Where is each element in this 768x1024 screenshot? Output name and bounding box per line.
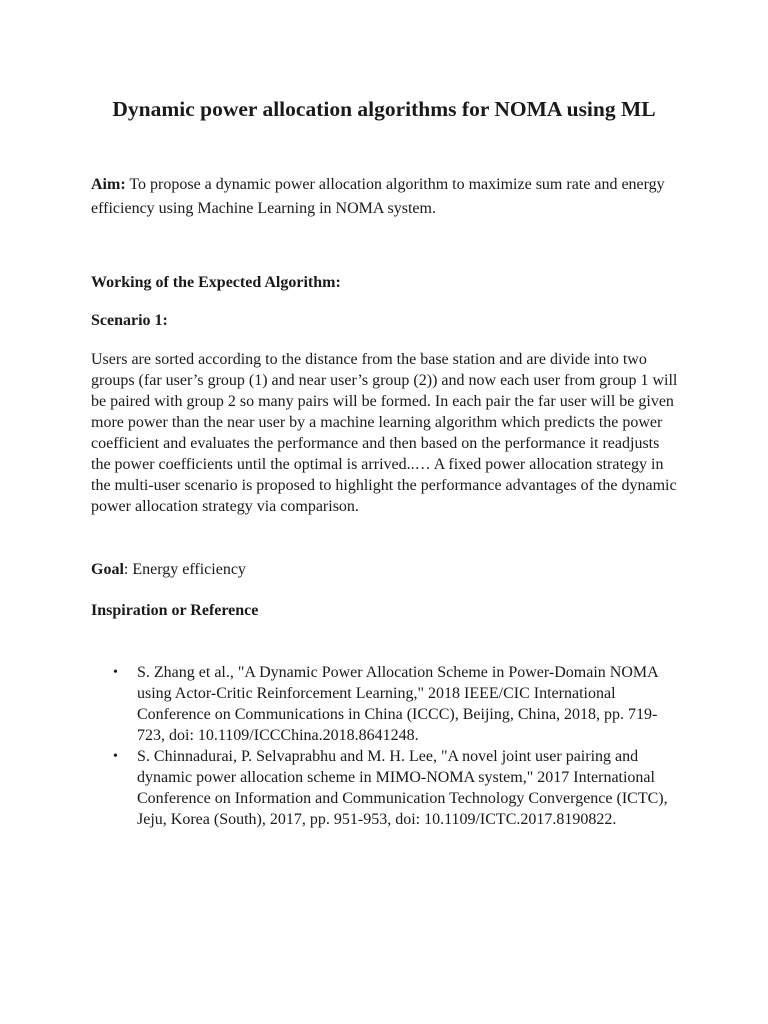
bullet-icon: • [113, 749, 118, 764]
reference-item [91, 662, 671, 746]
goal-label: Goal [91, 561, 124, 578]
working-heading: Working of the Expected Algorithm: [91, 274, 341, 291]
aim-paragraph [91, 173, 691, 221]
goal-text: : Energy efficiency [123, 561, 246, 578]
inspiration-heading: Inspiration or Reference [91, 602, 259, 619]
bullet-icon: • [113, 665, 118, 680]
aim-label: Aim: [91, 176, 126, 193]
reference-text: S. Zhang et al., "A Dynamic Power Allocation Scheme in Power-Domain NOMA using Actor-Critic Reinforcement Learning," 2018 IEEE/CIC International Conference on Communications in China (ICCC), Beijing, China, 2018, pp. 719-723, doi: 10.1109/ICCChina.2018.8641248. [137, 664, 658, 744]
goal-paragraph [91, 558, 246, 582]
reference-text: S. Chinnadurai, P. Selvaprabhu and M. H. Lee, "A novel joint user pairing and dynamic power allocation scheme in MIMO-NOMA system," 2017 International Conference on Information and Communication Technology Convergence (ICTC), Jeju, Korea (South), 2017, pp. 951-953, doi: 10.1109/ICTC.2017.8190822. [137, 748, 668, 828]
aim-text: To propose a dynamic power allocation algorithm to maximize sum rate and energy efficiency using Machine Learning in NOMA system. [91, 176, 665, 217]
reference-item [91, 746, 671, 830]
reference-list [91, 662, 671, 830]
page-title: Dynamic power allocation algorithms for NOMA using ML [112, 97, 656, 121]
scenario-heading: Scenario 1: [91, 312, 168, 329]
scenario-body: Users are sorted according to the distance from the base station and are divide into two groups (far user’s group (1) and near user’s group (2)) and now each user from group 1 will be paired with group 2 so many pairs will be formed. In each pair the far user will be given more power than the near user by a machine learning algorithm which predicts the power coefficient and evaluates the performance and then based on the performance it readjusts the power coefficients until the optimal is arrived..… A fixed power allocation strategy in the multi-user scenario is proposed to highlight the performance advantages of the dynamic power allocation strategy via comparison. [91, 351, 678, 515]
